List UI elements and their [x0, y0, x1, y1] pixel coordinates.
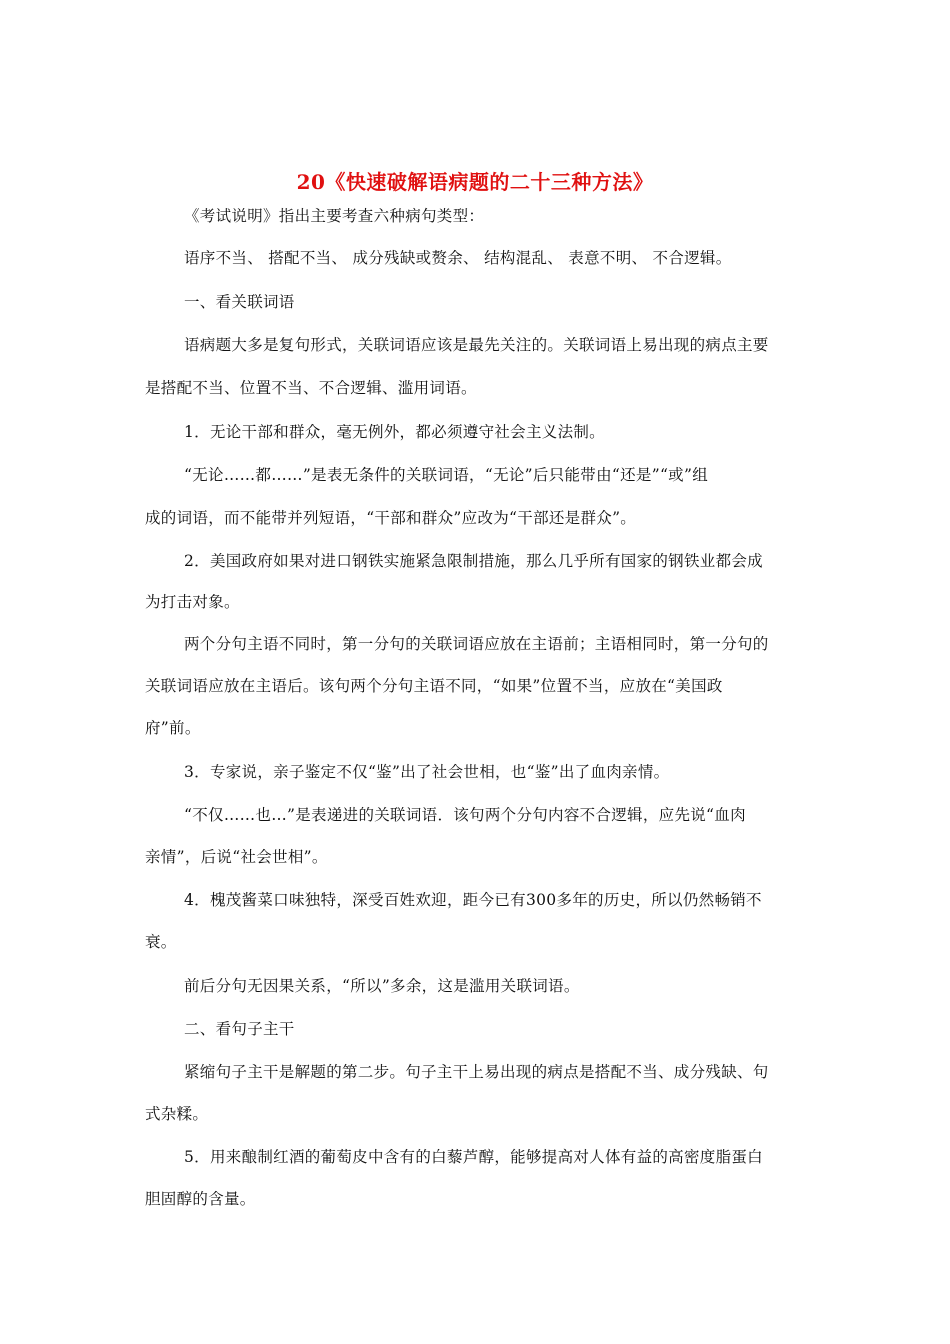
paragraph-line: 府”前。: [145, 719, 201, 737]
paragraph-line: 关联词语应放在主语后。该句两个分句主语不同，“如果”位置不当，应放在“美国政: [145, 677, 723, 695]
example-sentence: 1．无论干部和群众，毫无例外，都必须遵守社会主义法制。: [184, 423, 605, 441]
paragraph-line: 衰。: [145, 933, 177, 951]
paragraph-line: 亲情”，后说“社会世相”。: [145, 848, 328, 866]
example-sentence: 4．槐茂酱菜口味独特，深受百姓欢迎，距今已有300多年的历史，所以仍然畅销不: [184, 891, 762, 909]
paragraph-line: 紧缩句子主干是解题的第二步。句子主干上易出现的病点是搭配不当、成分残缺、句: [184, 1063, 769, 1081]
paragraph-line: 成的词语，而不能带并列短语，“干部和群众”应改为“干部还是群众”。: [145, 509, 637, 527]
paragraph-line: 两个分句主语不同时，第一分句的关联词语应放在主语前；主语相同时，第一分句的: [184, 635, 769, 653]
paragraph-line: 语病题大多是复句形式，关联词语应该是最先关注的。关联词语上易出现的病点主要: [184, 336, 769, 354]
paragraph-line: 《考试说明》指出主要考查六种病句类型：: [184, 207, 485, 225]
paragraph-line: “无论……都……”是表无条件的关联词语，“无论”后只能带由“还是”“或”组: [184, 466, 708, 484]
section-heading: 一、看关联词语: [184, 293, 295, 311]
paragraph-line: “不仅……也…”是表递进的关联词语．该句两个分句内容不合逻辑，应先说“血肉: [184, 806, 746, 824]
document-title: 20《快速破解语病题的二十三种方法》: [296, 170, 654, 194]
paragraph-line: 式杂糅。: [145, 1105, 209, 1123]
paragraph-line: 前后分句无因果关系，“所以”多余，这是滥用关联词语。: [184, 977, 580, 995]
paragraph-line: 胆固醇的含量。: [145, 1190, 256, 1208]
example-sentence: 5．用来酿制红酒的葡萄皮中含有的白藜芦醇，能够提高对人体有益的高密度脂蛋白: [184, 1148, 763, 1166]
section-heading: 二、看句子主干: [184, 1020, 295, 1038]
example-sentence: 3．专家说，亲子鉴定不仅“鉴”出了社会世相，也“鉴”出了血肉亲情。: [184, 763, 670, 781]
example-sentence: 2．美国政府如果对进口钢铁实施紧急限制措施，那么几乎所有国家的钢铁业都会成: [184, 552, 763, 570]
paragraph-line: 语序不当、 搭配不当、 成分残缺或赘余、 结构混乱、 表意不明、 不合逻辑。: [184, 249, 732, 267]
paragraph-line: 为打击对象。: [145, 593, 240, 611]
paragraph-line: 是搭配不当、位置不当、不合逻辑、滥用词语。: [145, 379, 477, 397]
